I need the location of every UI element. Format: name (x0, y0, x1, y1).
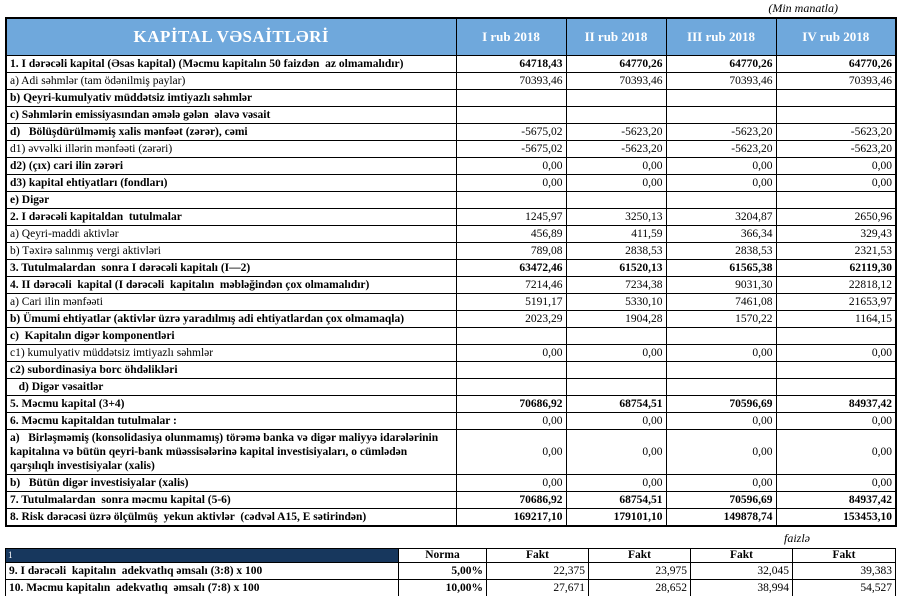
row-value: 3204,87 (666, 208, 776, 225)
row-value (776, 361, 896, 378)
row-value: 0,00 (456, 157, 566, 174)
row-value: 0,00 (456, 412, 566, 429)
capital-row (6, 276, 896, 293)
row-value: 1164,15 (776, 310, 896, 327)
row-value (566, 191, 666, 208)
row-label: 8. Risk dərəcəsi üzrə ölçülmüş yekun aktivlər (cədvəl A15, E sətirindən) (6, 508, 456, 526)
row-value (666, 361, 776, 378)
ratio-value: 23,975 (589, 562, 691, 579)
row-value: 789,08 (456, 242, 566, 259)
adequacy-row (6, 562, 896, 579)
capital-row (6, 429, 896, 474)
adequacy-table-header-row (6, 548, 896, 562)
capital-table-body (6, 55, 896, 526)
row-value: 411,59 (566, 225, 666, 242)
capital-row (6, 491, 896, 508)
row-value: -5623,20 (566, 123, 666, 140)
row-value (776, 327, 896, 344)
ratio-norma: 5,00% (399, 562, 487, 579)
row-value: 0,00 (666, 174, 776, 191)
row-value: 7234,38 (566, 276, 666, 293)
ratio-value: 27,671 (487, 579, 589, 596)
row-label: c2) subordinasiya borc öhdəlikləri (6, 361, 456, 378)
row-label: 6. Məcmu kapitaldan tutulmalar : (6, 412, 456, 429)
row-value (456, 361, 566, 378)
row-value (566, 106, 666, 123)
row-value: 2838,53 (566, 242, 666, 259)
row-value: 62119,30 (776, 259, 896, 276)
row-value: 0,00 (666, 474, 776, 491)
row-label: b) Ümumi ehtiyatlar (aktivlər üzrə yaradılmış adi ehtiyatlardan çox olmamaqla) (6, 310, 456, 327)
row-value: 366,34 (666, 225, 776, 242)
row-value: 61565,38 (666, 259, 776, 276)
capital-row (6, 140, 896, 157)
row-value: 0,00 (666, 344, 776, 361)
row-value: 7214,46 (456, 276, 566, 293)
row-value: -5623,20 (566, 140, 666, 157)
row-value: 0,00 (776, 412, 896, 429)
capital-row (6, 174, 896, 191)
row-value: 0,00 (566, 474, 666, 491)
row-label: a) Cari ilin mənfəəti (6, 293, 456, 310)
units-note: (Min manatla) (768, 1, 838, 15)
row-value: 70393,46 (456, 72, 566, 89)
row-value: 2650,96 (776, 208, 896, 225)
capital-row (6, 89, 896, 106)
row-label: d3) kapital ehtiyatları (fondları) (6, 174, 456, 191)
row-label: b) Təxirə salınmış vergi aktivləri (6, 242, 456, 259)
row-value (456, 327, 566, 344)
row-label: c) Kapitalın digər komponentləri (6, 327, 456, 344)
row-label: d1) əvvəlki illərin mənfəəti (zərəri) (6, 140, 456, 157)
row-value: 7461,08 (666, 293, 776, 310)
row-value: 21653,97 (776, 293, 896, 310)
row-value: -5675,02 (456, 140, 566, 157)
row-value: 0,00 (776, 157, 896, 174)
capital-row (6, 412, 896, 429)
row-value: 70393,46 (566, 72, 666, 89)
row-value: 70596,69 (666, 395, 776, 412)
row-value: 61520,13 (566, 259, 666, 276)
row-value: 456,89 (456, 225, 566, 242)
fakt-header-q3: Fakt (691, 548, 793, 562)
row-label: b) Qeyri-kumulyativ müddətsiz imtiyazlı səhmlər (6, 89, 456, 106)
norma-header: Norma (399, 548, 487, 562)
row-value: 0,00 (456, 474, 566, 491)
capital-row (6, 310, 896, 327)
row-value: 70686,92 (456, 395, 566, 412)
row-value: 153453,10 (776, 508, 896, 526)
row-value: 0,00 (456, 429, 566, 474)
row-value (666, 106, 776, 123)
row-label: 5. Məcmu kapital (3+4) (6, 395, 456, 412)
row-label: e) Digər (6, 191, 456, 208)
row-label: 7. Tutulmalardan sonra məcmu kapital (5-6) (6, 491, 456, 508)
row-value (566, 378, 666, 395)
capital-row (6, 106, 896, 123)
row-value: 70686,92 (456, 491, 566, 508)
row-label: b) Bütün digər investisiyalar (xalis) (6, 474, 456, 491)
capital-row (6, 72, 896, 89)
row-value: 64770,26 (776, 55, 896, 72)
row-label: a) Adi səhmlər (tam ödənilmiş paylar) (6, 72, 456, 89)
capital-row (6, 191, 896, 208)
capital-row (6, 225, 896, 242)
capital-row (6, 293, 896, 310)
row-value (776, 106, 896, 123)
row-value (776, 89, 896, 106)
row-value (566, 361, 666, 378)
capital-row (6, 123, 896, 140)
adequacy-table (5, 548, 896, 596)
row-value: 0,00 (776, 429, 896, 474)
row-value: 0,00 (456, 344, 566, 361)
row-value: 0,00 (666, 412, 776, 429)
row-value: 2321,53 (776, 242, 896, 259)
row-value: 64770,26 (666, 55, 776, 72)
capital-row (6, 395, 896, 412)
row-value: 5191,17 (456, 293, 566, 310)
row-value: 1570,22 (666, 310, 776, 327)
row-value: 0,00 (566, 412, 666, 429)
row-value: -5623,20 (776, 123, 896, 140)
capital-row (6, 508, 896, 526)
row-label: c) Səhmlərin emissiyasından əmələ gələn əlavə vəsait (6, 106, 456, 123)
row-label: c1) kumulyativ müddətsiz imtiyazlı səhmlər (6, 344, 456, 361)
row-label: 2. I dərəcəli kapitaldan tutulmalar (6, 208, 456, 225)
row-value (776, 378, 896, 395)
row-label: 1. I dərəcəli kapital (Əsas kapital) (Məcmu kapitalın 50 faizdən az olmamalıdır) (6, 55, 456, 72)
fakt-header-q4: Fakt (793, 548, 896, 562)
row-label: 3. Tutulmalardan sonra I dərəcəli kapitalı (I—2) (6, 259, 456, 276)
row-value: 329,43 (776, 225, 896, 242)
ratio-value: 22,375 (487, 562, 589, 579)
row-value: 1245,97 (456, 208, 566, 225)
row-value (666, 89, 776, 106)
row-value (666, 327, 776, 344)
row-value (456, 89, 566, 106)
row-value: -5623,20 (666, 123, 776, 140)
ratio-norma: 10,00% (399, 579, 487, 596)
capital-row (6, 327, 896, 344)
row-value: 84937,42 (776, 395, 896, 412)
row-value: 0,00 (776, 174, 896, 191)
capital-row (6, 55, 896, 72)
row-label: a) Qeyri-maddi aktivlər (6, 225, 456, 242)
row-value: 0,00 (566, 344, 666, 361)
row-label: d) Bölüşdürülməmiş xalis mənfəət (zərər), cəmi (6, 123, 456, 140)
row-value: 22818,12 (776, 276, 896, 293)
row-value: 68754,51 (566, 491, 666, 508)
row-value: 70393,46 (776, 72, 896, 89)
row-value: 149878,74 (666, 508, 776, 526)
row-value: 0,00 (566, 157, 666, 174)
capital-row (6, 361, 896, 378)
row-value: 169217,10 (456, 508, 566, 526)
column-header-q4: IV rub 2018 (776, 18, 896, 55)
row-value (566, 89, 666, 106)
column-header-q2: II rub 2018 (566, 18, 666, 55)
row-value: -5623,20 (666, 140, 776, 157)
capital-row (6, 157, 896, 174)
capital-row (6, 242, 896, 259)
row-value (456, 106, 566, 123)
row-value: 0,00 (456, 174, 566, 191)
row-value: 63472,46 (456, 259, 566, 276)
adequacy-table-body (6, 562, 896, 596)
row-value (456, 191, 566, 208)
row-value: 64718,43 (456, 55, 566, 72)
adequacy-row (6, 579, 896, 596)
capital-row (6, 259, 896, 276)
fakt-header-q1: Fakt (487, 548, 589, 562)
ratio-value: 54,527 (793, 579, 896, 596)
row-value: 84937,42 (776, 491, 896, 508)
row-value: 0,00 (666, 157, 776, 174)
column-header-q3: III rub 2018 (666, 18, 776, 55)
row-value: 0,00 (666, 429, 776, 474)
row-value (666, 378, 776, 395)
row-value: 9031,30 (666, 276, 776, 293)
capital-table-title: KAPİTAL VƏSAİTLƏRİ (6, 18, 456, 55)
row-value: -5675,02 (456, 123, 566, 140)
row-value: 0,00 (566, 174, 666, 191)
row-value (456, 378, 566, 395)
row-value (666, 191, 776, 208)
row-value: 0,00 (566, 429, 666, 474)
row-value: 2023,29 (456, 310, 566, 327)
capital-table-header-row (6, 18, 896, 55)
row-label: a) Birləşməmiş (konsolidasiya olunmamış) törəmə banka və digər maliyyə idarələrinin kapitalına və bütün qeyri-bank müəssisələrinə kapital investisiyaları, o cümlədən qarşılıqlı investisiyalar (xalis) (6, 429, 456, 474)
capital-row (6, 474, 896, 491)
row-label: 4. II dərəcəli kapital (I dərəcəli kapitalın məbləğindən çox olmamalıdır) (6, 276, 456, 293)
ratio-label: 10. Məcmu kapitalın adekvatlıq əmsalı (7:8) x 100 (6, 579, 399, 596)
row-value: 179101,10 (566, 508, 666, 526)
capital-row (6, 344, 896, 361)
row-label: d) Digər vəsaitlər (6, 378, 456, 395)
row-label: d2) (çıx) cari ilin zərəri (6, 157, 456, 174)
row-value: 1904,28 (566, 310, 666, 327)
row-value (776, 191, 896, 208)
ratio-value: 38,994 (691, 579, 793, 596)
capital-row (6, 208, 896, 225)
column-header-q1: I rub 2018 (456, 18, 566, 55)
row-value: 2838,53 (666, 242, 776, 259)
row-value: 70596,69 (666, 491, 776, 508)
row-value: 70393,46 (666, 72, 776, 89)
fakt-header-q2: Fakt (589, 548, 691, 562)
row-value: 64770,26 (566, 55, 666, 72)
row-value (566, 327, 666, 344)
row-value: 0,00 (776, 344, 896, 361)
row-value: -5623,20 (776, 140, 896, 157)
ratio-value: 32,045 (691, 562, 793, 579)
adequacy-corner-cell: 1 (6, 548, 399, 562)
row-value: 0,00 (776, 474, 896, 491)
ratio-value: 28,652 (589, 579, 691, 596)
capital-row (6, 378, 896, 395)
row-value: 3250,13 (566, 208, 666, 225)
ratio-value: 39,383 (793, 562, 896, 579)
ratio-label: 9. I dərəcəli kapitalın adekvatlıq əmsalı (3:8) x 100 (6, 562, 399, 579)
capital-table (5, 17, 897, 527)
percent-note: faizlə (784, 530, 810, 545)
row-value: 5330,10 (566, 293, 666, 310)
row-value: 68754,51 (566, 395, 666, 412)
